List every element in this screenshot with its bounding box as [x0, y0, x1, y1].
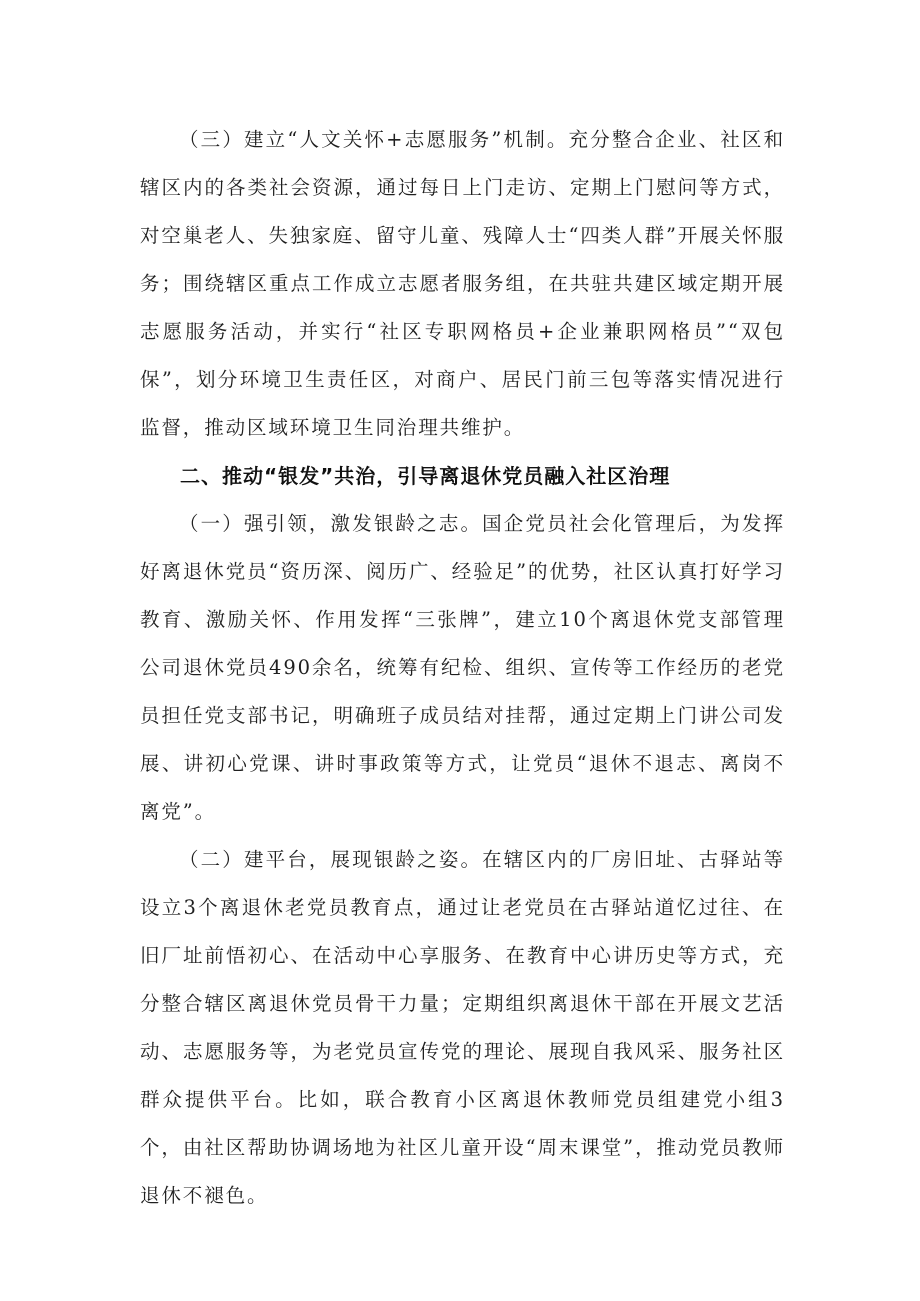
paragraph-three-volunteer-mechanism: （三）建立“人文关怀+志愿服务”机制。充分整合企业、社区和辖区内的各类社会资源，通过每日上门走访、定期上门慰问等方式，对空巢老人、失独家庭、留守儿童、残障人士“四类人群”开展关怀服务；围绕辖区重点工作成立志愿者服务组，在共驻共建区域定期开展志愿服务活动，并实行“社区专职网格员+企业兼职网格员”“双包保”，划分环境卫生责任区，对商户、居民门前三包等落实情况进行监督，推动区域环境卫生同治理共维护。	[140, 128, 785, 439]
paragraph-two-build-platform: （二）建平台，展现银龄之姿。在辖区内的厂房旧址、古驿站等设立3个离退休老党员教育点，通过让老党员在古驿站道忆过往、在旧厂址前悟初心、在活动中心享服务、在教育中心讲历史等方式，充分整合辖区离退休党员骨干力量；定期组织离退休干部在开展文艺活动、志愿服务等，为老党员宣传党的理论、展现自我风采、服务社区群众提供平台。比如，联合教育小区离退休教师党员组建党小组3个，由社区帮助协调场地为社区儿童开设“周末课堂”，推动党员教师退休不褪色。	[140, 848, 785, 1207]
document-body	[140, 116, 785, 1220]
section-two-heading: 二、推动“银发”共治，引导离退休党员融入社区治理	[180, 464, 671, 488]
paragraph-one-strong-leadership: （一）强引领，激发银龄之志。国企党员社会化管理后，为发挥好离退休党员“资历深、阅历广、经验足”的优势，社区认真打好学习教育、激励关怀、作用发挥“三张牌”，建立10个离退休党支部管理公司退休党员490余名，统筹有纪检、组织、宣传等工作经历的老党员担任党支部书记，明确班子成员结对挂帮，通过定期上门讲公司发展、讲初心党课、讲时事政策等方式，让党员“退休不退志、离岗不离党”。	[140, 512, 785, 823]
